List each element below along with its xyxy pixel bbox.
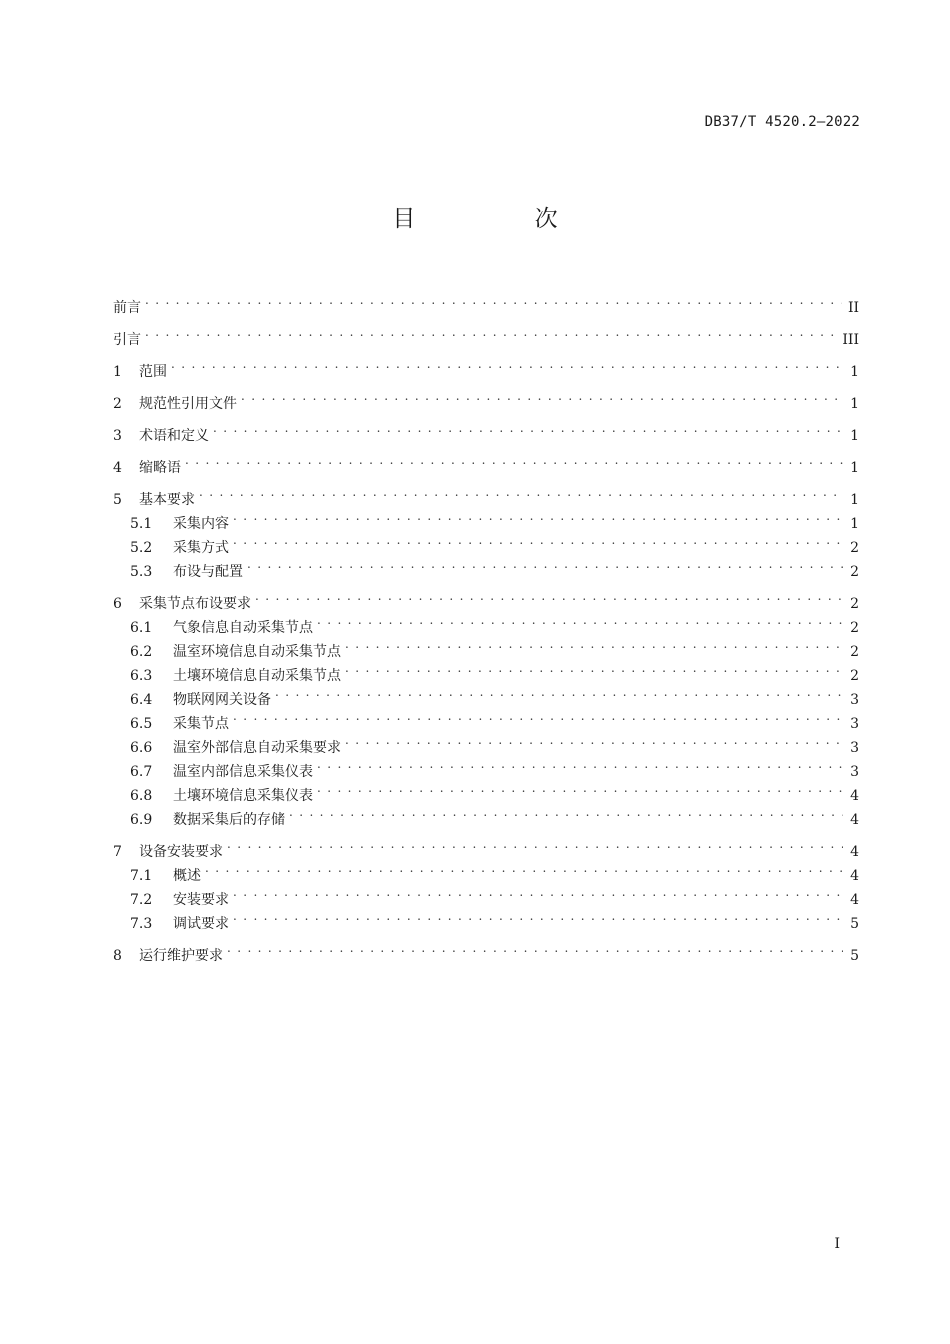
- toc-leader-dots: [241, 384, 843, 408]
- toc-leader-dots: [233, 528, 843, 552]
- toc-entry-number: 6.9: [130, 812, 153, 828]
- toc-entry-number: 5: [113, 492, 122, 508]
- table-of-contents: [113, 288, 859, 964]
- toc-entry-page: 2: [850, 540, 859, 556]
- toc-leader-dots: [345, 728, 843, 752]
- toc-leader-dots: [213, 416, 843, 440]
- toc-entry-page: 1: [850, 492, 859, 508]
- toc-entry-page: 5: [850, 948, 859, 964]
- toc-entry-number: 6.3: [130, 668, 153, 684]
- toc-entry[interactable]: [113, 288, 859, 316]
- toc-leader-dots: [317, 752, 843, 776]
- toc-entry-number: 7.1: [130, 868, 153, 884]
- toc-entry-number: 7: [113, 844, 122, 860]
- toc-entry-page: 4: [850, 812, 859, 828]
- page-number: I: [834, 1236, 840, 1252]
- toc-entry-number: 7.2: [130, 892, 153, 908]
- toc-entry-number: 2: [113, 396, 122, 412]
- toc-leader-dots: [289, 800, 843, 824]
- toc-entry-page: 3: [850, 764, 859, 780]
- toc-entry-label: 规范性引用文件: [139, 396, 237, 412]
- toc-entry[interactable]: [113, 856, 859, 884]
- toc-entry[interactable]: [113, 480, 859, 508]
- toc-entry-number: 6: [113, 596, 122, 612]
- toc-leader-dots: [227, 832, 843, 856]
- toc-entry[interactable]: [113, 880, 859, 908]
- toc-entry-page: 1: [850, 396, 859, 412]
- toc-entry-label: 采集内容: [173, 516, 229, 532]
- toc-entry-label: 气象信息自动采集节点: [173, 620, 313, 636]
- toc-entry-number: 7.3: [130, 916, 153, 932]
- toc-entry-page: 3: [850, 692, 859, 708]
- toc-entry-number: 6.5: [130, 716, 153, 732]
- toc-entry-label: 布设与配置: [173, 564, 243, 580]
- toc-entry-page: 4: [850, 868, 859, 884]
- toc-entry-number: 4: [113, 460, 122, 476]
- toc-leader-dots: [275, 680, 843, 704]
- toc-leader-dots: [247, 552, 843, 576]
- toc-entry-label: 物联网网关设备: [173, 692, 271, 708]
- toc-entry-page: II: [847, 300, 859, 316]
- toc-entry-page: 3: [850, 716, 859, 732]
- toc-leader-dots: [317, 776, 843, 800]
- toc-leader-dots: [233, 904, 843, 928]
- toc-leader-dots: [199, 480, 843, 504]
- toc-entry-label: 温室外部信息自动采集要求: [173, 740, 341, 756]
- toc-entry-label: 温室内部信息采集仪表: [173, 764, 313, 780]
- toc-entry-page: 4: [850, 788, 859, 804]
- toc-entry-label: 土壤环境信息采集仪表: [173, 788, 313, 804]
- toc-entry-number: 6.2: [130, 644, 153, 660]
- toc-leader-dots: [227, 936, 843, 960]
- toc-entry-label: 设备安装要求: [139, 844, 223, 860]
- toc-entry-page: 2: [850, 620, 859, 636]
- toc-entry-label: 概述: [173, 868, 201, 884]
- toc-entry[interactable]: [113, 832, 859, 860]
- toc-entry-label: 引言: [113, 332, 141, 348]
- toc-entry-page: 1: [850, 516, 859, 532]
- toc-entry[interactable]: [113, 936, 859, 964]
- toc-entry-page: 4: [850, 892, 859, 908]
- toc-leader-dots: [171, 352, 843, 376]
- toc-leader-dots: [345, 632, 843, 656]
- toc-entry-page: 2: [850, 668, 859, 684]
- toc-entry-page: 2: [850, 596, 859, 612]
- toc-entry-page: 2: [850, 644, 859, 660]
- toc-leader-dots: [205, 856, 843, 880]
- toc-leader-dots: [145, 288, 842, 312]
- toc-entry-number: 6.6: [130, 740, 153, 756]
- toc-leader-dots: [345, 656, 843, 680]
- toc-entry-number: 5.3: [130, 564, 153, 580]
- toc-entry-number: 8: [113, 948, 122, 964]
- toc-entry-number: 6.1: [130, 620, 153, 636]
- toc-entry[interactable]: [113, 584, 859, 612]
- toc-entry[interactable]: [113, 320, 859, 348]
- toc-entry-label: 采集节点布设要求: [139, 596, 251, 612]
- toc-entry-label: 调试要求: [173, 916, 229, 932]
- toc-entry-page: 1: [850, 428, 859, 444]
- toc-leader-dots: [317, 608, 843, 632]
- toc-entry-label: 运行维护要求: [139, 948, 223, 964]
- toc-entry-number: 6.8: [130, 788, 153, 804]
- toc-entry-label: 术语和定义: [139, 428, 209, 444]
- toc-entry-number: 6.7: [130, 764, 153, 780]
- toc-leader-dots: [233, 504, 843, 528]
- toc-entry-page: 3: [850, 740, 859, 756]
- standard-code: DB37/T 4520.2—2022: [704, 114, 860, 130]
- toc-entry-page: 5: [850, 916, 859, 932]
- toc-entry-label: 安装要求: [173, 892, 229, 908]
- toc-entry[interactable]: [113, 384, 859, 412]
- toc-entry-label: 前言: [113, 300, 141, 316]
- toc-entry-label: 采集节点: [173, 716, 229, 732]
- toc-entry-number: 6.4: [130, 692, 153, 708]
- toc-leader-dots: [145, 320, 836, 344]
- toc-entry-label: 土壤环境信息自动采集节点: [173, 668, 341, 684]
- toc-entry-page: 4: [850, 844, 859, 860]
- toc-entry-page: 1: [850, 364, 859, 380]
- toc-entry-label: 基本要求: [139, 492, 195, 508]
- toc-entry[interactable]: [113, 416, 859, 444]
- toc-entry[interactable]: [113, 352, 859, 380]
- toc-leader-dots: [233, 880, 843, 904]
- toc-entry[interactable]: [113, 448, 859, 476]
- toc-leader-dots: [185, 448, 843, 472]
- toc-entry-number: 1: [113, 364, 122, 380]
- toc-entry-label: 采集方式: [173, 540, 229, 556]
- toc-entry[interactable]: [113, 504, 859, 532]
- toc-entry-page: 1: [850, 460, 859, 476]
- page-title: 目 次: [392, 206, 614, 232]
- toc-entry-number: 3: [113, 428, 122, 444]
- toc-entry-label: 缩略语: [139, 460, 181, 476]
- toc-entry-number: 5.1: [130, 516, 153, 532]
- toc-entry-label: 范围: [139, 364, 167, 380]
- toc-entry-label: 温室环境信息自动采集节点: [173, 644, 341, 660]
- toc-entry-page: III: [842, 332, 859, 348]
- toc-entry-label: 数据采集后的存储: [173, 812, 285, 828]
- toc-leader-dots: [233, 704, 843, 728]
- toc-entry-page: 2: [850, 564, 859, 580]
- toc-leader-dots: [255, 584, 843, 608]
- toc-entry-number: 5.2: [130, 540, 153, 556]
